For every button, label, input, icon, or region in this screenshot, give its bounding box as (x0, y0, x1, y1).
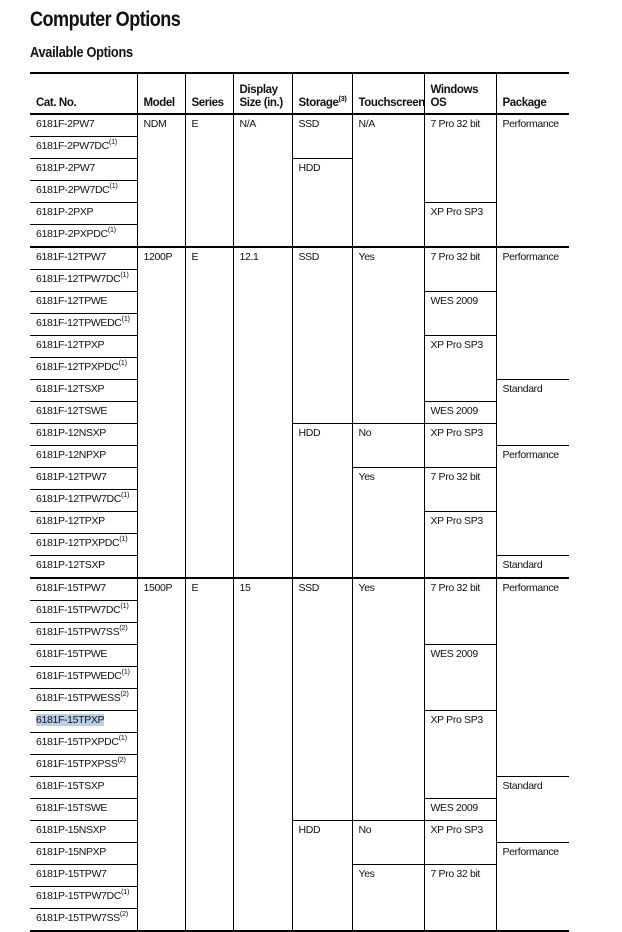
cat-no-cell (30, 534, 137, 556)
footnote-marker: (1) (107, 225, 116, 234)
cat-no-cell (30, 247, 137, 270)
footnote-marker: (2) (119, 623, 128, 632)
windows-os-cell: WES 2009 (424, 402, 496, 424)
cat-no-cell (30, 181, 137, 203)
header-series: Series (185, 73, 233, 114)
series-cell: E (185, 578, 233, 931)
display-size-cell: 12.1 (233, 247, 292, 578)
windows-os-cell: 7 Pro 32 bit (424, 578, 496, 645)
footnote-marker: (1) (118, 733, 127, 742)
table-row (30, 578, 569, 601)
storage-cell: HDD (292, 424, 352, 579)
footnote-marker: (1) (120, 887, 130, 896)
package-cell: Standard (496, 777, 569, 843)
cat-no-cell (30, 137, 137, 159)
cat-no-cell (30, 843, 137, 865)
header-row (30, 73, 569, 114)
series-cell: E (185, 114, 233, 247)
computer-options-table (30, 72, 569, 932)
cat-no-cell (30, 601, 137, 623)
windows-os-cell: XP Pro SP3 (424, 821, 496, 865)
cat-no-value: 6181P-12NPXP (36, 449, 106, 461)
cat-no-cell (30, 821, 137, 843)
cat-no-value: 6181F-15TPXPSS (36, 758, 118, 770)
cat-no-value: 6181P-12TPXPDC (36, 537, 120, 549)
cat-no-value: 6181F-12TPW7 (36, 251, 106, 263)
package-cell: Performance (496, 578, 569, 777)
package-cell: Performance (496, 843, 569, 932)
package-cell: Performance (496, 446, 569, 556)
display-size-cell: N/A (233, 114, 292, 247)
table-row (30, 114, 569, 137)
cat-no-cell (30, 402, 137, 424)
cat-no-cell (30, 490, 137, 512)
cat-no-cell (30, 446, 137, 468)
cat-no-value: 6181F-15TPW7DC (36, 604, 121, 616)
page-title: Computer Options (30, 8, 181, 31)
cat-no-value: 6181P-12NSXP (36, 427, 106, 439)
header-package: Package (496, 73, 569, 114)
cat-no-value: 6181P-2PXPDC (36, 228, 108, 240)
cat-no-cell (30, 512, 137, 534)
cat-no-value: 6181P-2PXP (36, 206, 94, 218)
cat-no-value: 6181P-12TPW7 (36, 471, 107, 483)
cat-no-cell (30, 755, 137, 777)
footnote-marker: (1) (121, 667, 130, 676)
header-model: Model (137, 73, 185, 114)
package-cell: Performance (496, 247, 569, 380)
cat-no-value: 6181F-15TPWESS (36, 692, 121, 704)
model-cell: NDM (137, 114, 185, 247)
cat-no-value: 6181F-12TPWEDC (36, 317, 122, 329)
cat-no-cell (30, 114, 137, 137)
cat-no-value: 6181F-2PW7DC (36, 140, 109, 152)
table-row (30, 424, 569, 446)
cat-no-cell (30, 270, 137, 292)
cat-no-cell (30, 909, 137, 932)
footnote-marker: (1) (120, 601, 129, 610)
cat-no-value: 6181F-15TPWEDC (36, 670, 122, 682)
windows-os-cell: 7 Pro 32 bit (424, 114, 496, 203)
cat-no-value: 6181P-15TPW7DC (36, 890, 121, 902)
table-row (30, 821, 569, 843)
cat-no-value: 6181F-12TPXP (36, 339, 105, 351)
windows-os-cell: 7 Pro 32 bit (424, 865, 496, 932)
cat-no-cell (30, 380, 137, 402)
cat-no-value: 6181F-12TPXPDC (36, 361, 119, 373)
cat-no-value: 6181P-15TPW7 (36, 868, 107, 880)
cat-no-value: 6181P-15NSXP (36, 824, 106, 836)
model-cell: 1200P (137, 247, 185, 578)
touchscreen-cell: Yes (352, 247, 424, 424)
footnote-marker: (1) (108, 137, 117, 146)
touchscreen-cell: N/A (352, 114, 424, 247)
footnote-marker: (1) (118, 358, 127, 367)
cat-no-value: 6181F-15TSXP (36, 780, 105, 792)
footnote-marker: (2) (119, 909, 128, 918)
cat-no-value: 6181F-15TPXP (36, 714, 105, 726)
cat-no-value: 6181F-15TPW7SS (36, 626, 120, 638)
cat-no-cell (30, 645, 137, 667)
cat-no-cell (30, 468, 137, 490)
touchscreen-cell: Yes (352, 578, 424, 821)
footnote-marker: (2) (120, 689, 129, 698)
table-body (30, 114, 569, 931)
windows-os-cell: 7 Pro 32 bit (424, 247, 496, 292)
cat-no-cell (30, 292, 137, 314)
windows-os-cell: WES 2009 (424, 645, 496, 711)
cat-no-value: 6181F-12TPWE (36, 295, 108, 307)
storage-cell: SSD (292, 247, 352, 424)
footnote-marker: (1) (120, 270, 129, 279)
header-cat-no: Cat. No. (30, 73, 137, 114)
touchscreen-cell: No (352, 424, 424, 468)
cat-no-cell (30, 623, 137, 645)
header-touchscreen: Touchscreen (352, 73, 424, 114)
windows-os-cell: WES 2009 (424, 292, 496, 336)
cat-no-value: 6181P-15NPXP (36, 846, 106, 858)
cat-no-value: 6181F-12TSWE (36, 405, 108, 417)
cat-no-cell (30, 314, 137, 336)
cat-no-value: 6181P-2PW7 (36, 162, 95, 174)
cat-no-cell (30, 887, 137, 909)
cat-no-cell (30, 336, 137, 358)
series-cell: E (185, 247, 233, 578)
cat-no-value: 6181F-12TPW7DC (36, 273, 121, 285)
package-cell: Performance (496, 114, 569, 247)
windows-os-cell: XP Pro SP3 (424, 424, 496, 468)
cat-no-cell (30, 777, 137, 799)
storage-cell: SSD (292, 114, 352, 159)
cat-no-value: 6181P-2PW7DC (36, 184, 110, 196)
footnote-marker: (1) (109, 181, 118, 190)
windows-os-cell: 7 Pro 32 bit (424, 468, 496, 512)
cat-no-cell (30, 865, 137, 887)
touchscreen-cell: Yes (352, 865, 424, 932)
package-cell: Standard (496, 380, 569, 446)
footnote-marker: (1) (119, 534, 128, 543)
model-cell: 1500P (137, 578, 185, 931)
touchscreen-cell: No (352, 821, 424, 865)
header-storage-label: Storage (298, 97, 339, 109)
windows-os-cell: XP Pro SP3 (424, 203, 496, 248)
section-title: Available Options (30, 45, 133, 61)
display-size-cell: 15 (233, 578, 292, 931)
cat-no-value: 6181F-2PW7 (36, 118, 95, 130)
cat-no-cell (30, 225, 137, 248)
cat-no-value: 6181F-15TPWE (36, 648, 108, 660)
cat-no-value: 6181F-12TSXP (36, 383, 105, 395)
footnote-marker: (1) (120, 490, 130, 499)
windows-os-cell: XP Pro SP3 (424, 711, 496, 799)
cat-no-cell (30, 733, 137, 755)
storage-cell: HDD (292, 159, 352, 248)
cat-no-value: 6181F-15TPXPDC (36, 736, 119, 748)
cat-no-value: 6181F-15TSWE (36, 802, 108, 814)
cat-no-cell (30, 556, 137, 579)
cat-no-cell (30, 799, 137, 821)
cat-no-value: 6181P-15TPW7SS (36, 912, 120, 924)
windows-os-cell: XP Pro SP3 (424, 336, 496, 402)
package-cell: Standard (496, 556, 569, 579)
cat-no-cell (30, 203, 137, 225)
cat-no-cell (30, 689, 137, 711)
cat-no-cell (30, 159, 137, 181)
header-windows-os: Windows OS (424, 73, 496, 114)
windows-os-cell: XP Pro SP3 (424, 512, 496, 579)
cat-no-value: 6181P-12TPXP (36, 515, 105, 527)
cat-no-cell (30, 711, 137, 733)
footnote-marker: (1) (121, 314, 130, 323)
header-display-size: Display Size (in.) (233, 73, 292, 114)
footnote-marker: (2) (117, 755, 126, 764)
cat-no-value: 6181F-15TPW7 (36, 582, 106, 594)
cat-no-value: 6181P-12TPW7DC (36, 493, 121, 505)
cat-no-cell (30, 424, 137, 446)
header-storage (292, 73, 352, 114)
cat-no-cell (30, 667, 137, 689)
footnote-marker: (3) (338, 94, 347, 103)
storage-cell: SSD (292, 578, 352, 821)
windows-os-cell: WES 2009 (424, 799, 496, 821)
storage-cell: HDD (292, 821, 352, 932)
table-row (30, 247, 569, 270)
cat-no-value: 6181P-12TSXP (36, 559, 105, 571)
touchscreen-cell: Yes (352, 468, 424, 579)
cat-no-cell (30, 358, 137, 380)
cat-no-cell (30, 578, 137, 601)
